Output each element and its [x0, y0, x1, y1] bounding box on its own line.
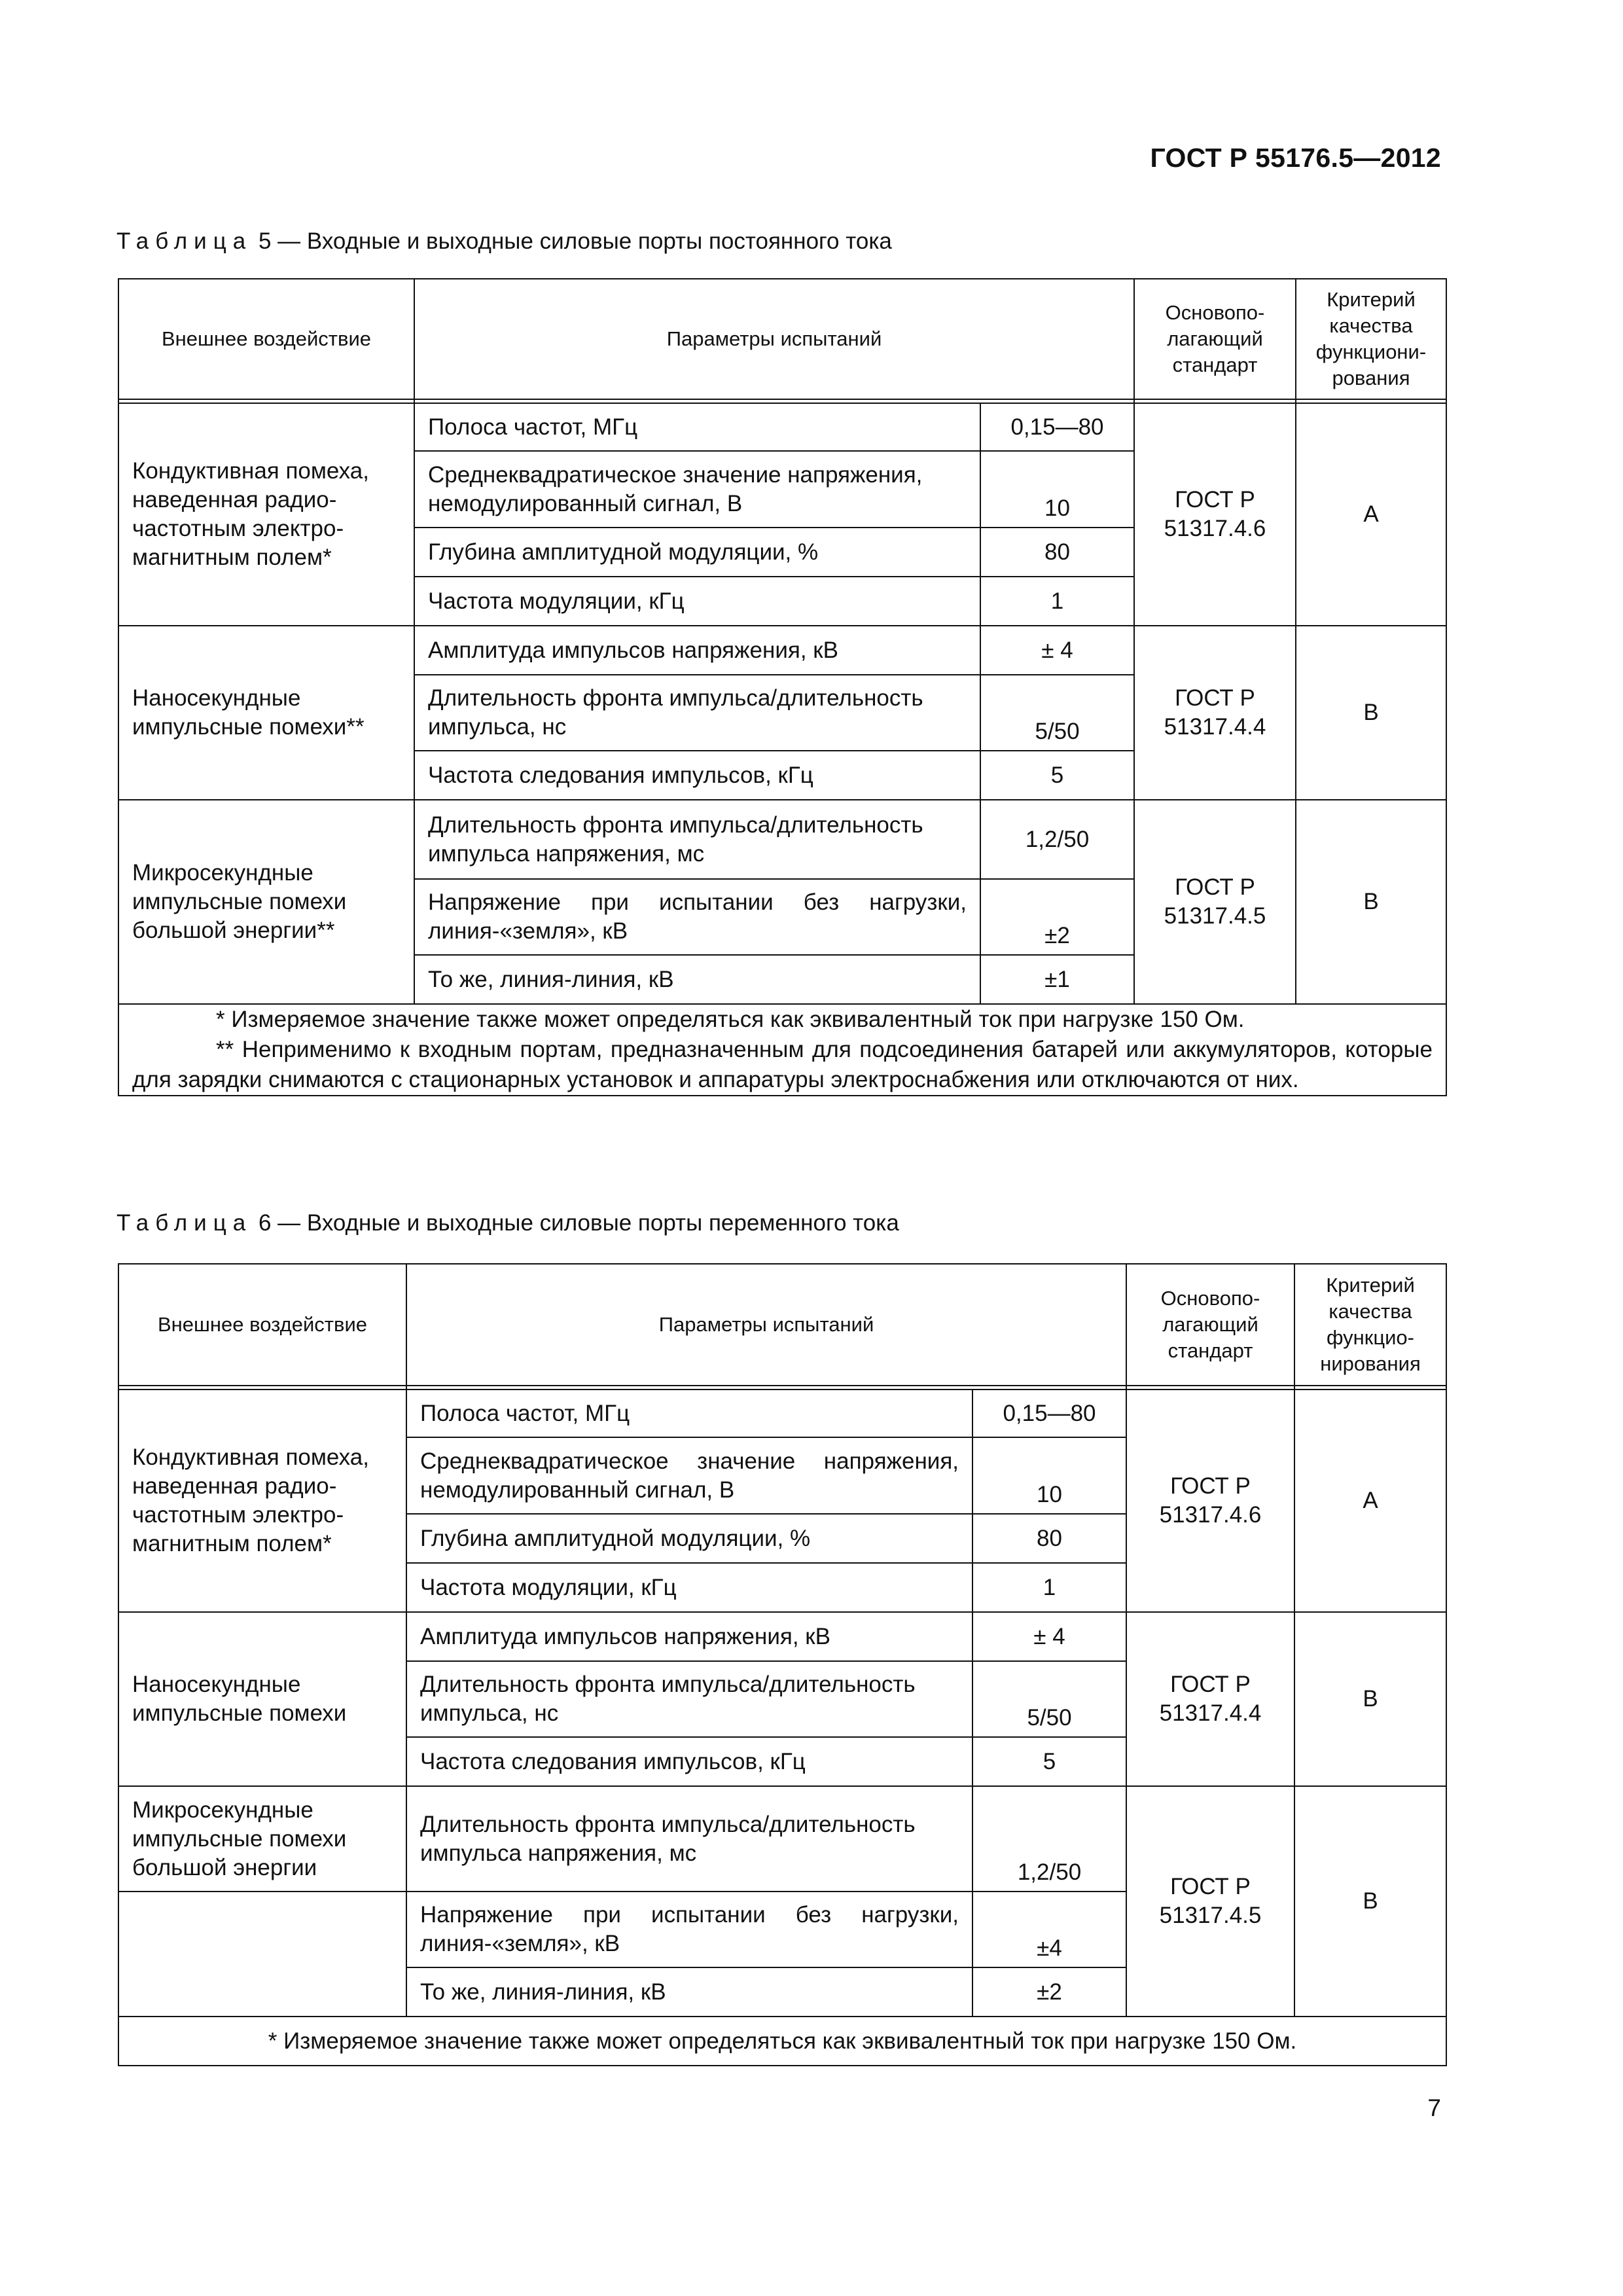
- value-cell: 5: [980, 751, 1134, 800]
- parameter-cell: Полоса частот, МГц: [414, 403, 980, 451]
- table-6-caption-word: Таблица: [116, 1210, 253, 1236]
- parameter-cell: Длительность фронта импульса/длительность импульса напряжения, мс: [406, 1786, 972, 1892]
- external-effect-cell: Микросекундные импульсные помехи большой энергии: [118, 1786, 406, 1892]
- parameter-cell: Полоса частот, МГц: [406, 1390, 972, 1437]
- value-cell: 10: [972, 1437, 1126, 1514]
- parameter-cell: Среднеквадратическое значение напряжения, немодулированный сигнал, В: [406, 1437, 972, 1514]
- header-base-standard: Основопо- лагающий стандарт: [1126, 1264, 1294, 1386]
- external-effect-cell: Микросекундные импульсные помехи большой энергии**: [118, 800, 414, 1004]
- standard-cell: ГОСТ Р 51317.4.4: [1134, 626, 1296, 800]
- table-row: [118, 626, 1446, 675]
- standard-cell: ГОСТ Р 51317.4.5: [1134, 800, 1296, 1004]
- external-effect-cell-empty: [118, 1892, 406, 2017]
- standard-cell: ГОСТ Р 51317.4.5: [1126, 1786, 1294, 2017]
- standard-cell: ГОСТ Р 51317.4.6: [1134, 403, 1296, 626]
- parameter-cell: Длительность фронта импульса/длительность импульса напряжения, мс: [414, 800, 980, 879]
- criterion-cell: А: [1296, 403, 1446, 626]
- table-row: [118, 1612, 1446, 1661]
- header-base-standard: Основопо- лагающий стандарт: [1134, 279, 1296, 399]
- value-cell: 0,15—80: [980, 403, 1134, 451]
- table-6: [118, 1263, 1447, 2066]
- table-5: [118, 278, 1447, 1096]
- value-cell: ±2: [972, 1967, 1126, 2017]
- value-cell: 10: [980, 451, 1134, 528]
- value-cell: 5: [972, 1737, 1126, 1786]
- table-row: [118, 800, 1446, 879]
- footnote-1: * Измеряемое значение также может определяться как эквивалентный ток при нагрузке 150 Ом.: [118, 2017, 1446, 2066]
- parameter-cell: Глубина амплитудной модуляции, %: [406, 1514, 972, 1563]
- standard-cell: ГОСТ Р 51317.4.6: [1126, 1390, 1294, 1612]
- external-effect-cell: Наносекундные импульсные помехи**: [118, 626, 414, 800]
- parameter-cell: Длительность фронта импульса/длительность импульса, нс: [406, 1661, 972, 1737]
- standard-cell: ГОСТ Р 51317.4.4: [1126, 1612, 1294, 1786]
- value-cell: 80: [972, 1514, 1126, 1563]
- external-effect-cell: Кондуктивная помеха, наведенная радио- частотным электро- магнитным полем*: [118, 403, 414, 626]
- value-cell: ± 4: [980, 626, 1134, 675]
- parameter-cell: Напряжение при испытании без нагрузки, линия-«земля», кВ: [406, 1892, 972, 1967]
- parameter-cell: Напряжение при испытании без нагрузки, линия-«земля», кВ: [414, 879, 980, 955]
- table-row: [118, 1786, 1446, 1892]
- value-cell: 5/50: [972, 1661, 1126, 1737]
- header-test-parameters: Параметры испытаний: [406, 1264, 1126, 1386]
- criterion-cell: А: [1294, 1390, 1446, 1612]
- table-notes-row: [118, 2017, 1446, 2066]
- header-performance-criterion: Критерий качества функцио- нирования: [1294, 1264, 1446, 1386]
- value-cell: 1,2/50: [980, 800, 1134, 879]
- parameter-cell: Частота модуляции, кГц: [414, 577, 980, 626]
- value-cell: 1,2/50: [972, 1786, 1126, 1892]
- table-notes: [118, 1004, 1446, 1096]
- table-row: [118, 1390, 1446, 1437]
- parameter-cell: Частота следования импульсов, кГц: [414, 751, 980, 800]
- parameter-cell: То же, линия-линия, кВ: [406, 1967, 972, 2017]
- value-cell: 0,15—80: [972, 1390, 1126, 1437]
- value-cell: ± 4: [972, 1612, 1126, 1661]
- page-number: 7: [1427, 2094, 1441, 2121]
- header-test-parameters: Параметры испытаний: [414, 279, 1134, 399]
- table-5-caption-title: 5 — Входные и выходные силовые порты постоянного тока: [252, 228, 892, 254]
- document-designation: ГОСТ Р 55176.5—2012: [1150, 143, 1441, 173]
- table-6-caption: [116, 1210, 899, 1236]
- value-cell: 80: [980, 528, 1134, 577]
- value-cell: 5/50: [980, 675, 1134, 751]
- parameter-cell: Длительность фронта импульса/длительность импульса, нс: [414, 675, 980, 751]
- value-cell: 1: [980, 577, 1134, 626]
- criterion-cell: В: [1296, 800, 1446, 1004]
- header-external-effect: Внешнее воздействие: [118, 1264, 406, 1386]
- parameter-cell: Частота модуляции, кГц: [406, 1563, 972, 1612]
- table-5-caption: [116, 228, 892, 255]
- parameter-cell: Глубина амплитудной модуляции, %: [414, 528, 980, 577]
- value-cell: ±1: [980, 955, 1134, 1004]
- criterion-cell: В: [1294, 1612, 1446, 1786]
- value-cell: 1: [972, 1563, 1126, 1612]
- external-effect-cell: Наносекундные импульсные помехи: [118, 1612, 406, 1786]
- footnote-2: ** Неприменимо к входным портам, предназначенным для подсоединения батарей или аккумуляторов, которые для зарядки снимаются с стационарных установок и аппаратуры электроснабжения или отключаются от них.: [132, 1037, 1433, 1092]
- parameter-cell: То же, линия-линия, кВ: [414, 955, 980, 1004]
- value-cell: ±2: [980, 879, 1134, 955]
- table-notes-row: [118, 1004, 1446, 1096]
- parameter-cell: Частота следования импульсов, кГц: [406, 1737, 972, 1786]
- header-external-effect: Внешнее воздействие: [118, 279, 414, 399]
- parameter-cell: Амплитуда импульсов напряжения, кВ: [414, 626, 980, 675]
- external-effect-cell: Кондуктивная помеха, наведенная радио- частотным электро- магнитным полем*: [118, 1390, 406, 1612]
- parameter-cell: Среднеквадратическое значение напряжения, немодулированный сигнал, В: [414, 451, 980, 528]
- criterion-cell: В: [1294, 1786, 1446, 2017]
- footnote-1: * Измеряемое значение также может определяться как эквивалентный ток при нагрузке 150 Ом.: [216, 1007, 1245, 1032]
- table-6-caption-title: 6 — Входные и выходные силовые порты переменного тока: [252, 1210, 899, 1236]
- table-row: [118, 403, 1446, 451]
- parameter-cell: Амплитуда импульсов напряжения, кВ: [406, 1612, 972, 1661]
- criterion-cell: В: [1296, 626, 1446, 800]
- value-cell: ±4: [972, 1892, 1126, 1967]
- table-5-caption-word: Таблица: [116, 228, 253, 254]
- header-performance-criterion: Критерий качества функциони- рования: [1296, 279, 1446, 399]
